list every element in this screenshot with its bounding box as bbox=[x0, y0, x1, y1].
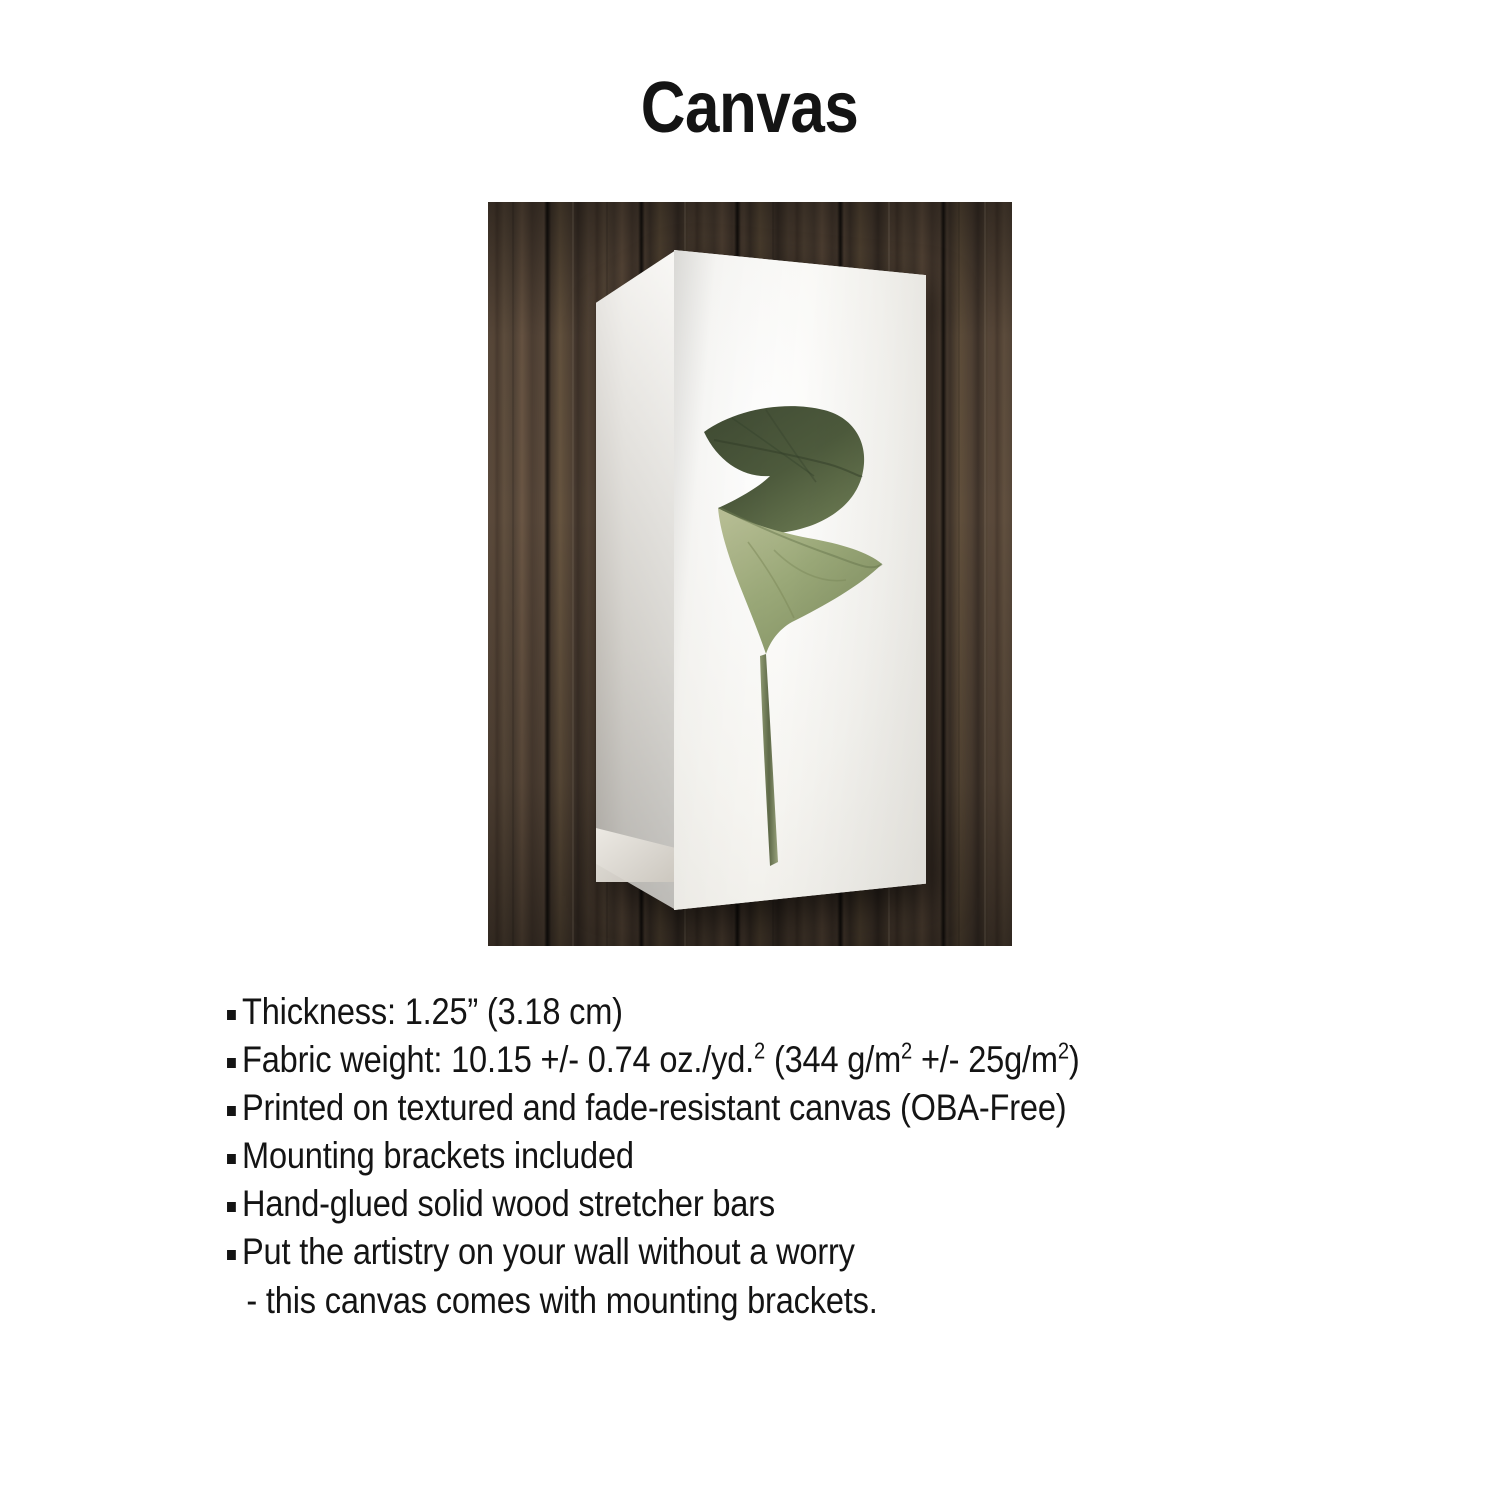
spec-text: Printed on textured and fade-resistant canvas (OBA-Free) bbox=[242, 1087, 1067, 1129]
spec-superscript: 2 bbox=[754, 1037, 766, 1064]
spec-text: Fabric weight: 10.15 +/- 0.74 oz./yd. bbox=[242, 1039, 755, 1081]
canvas-lighting-overlay bbox=[674, 250, 926, 910]
spec-superscript: 2 bbox=[1057, 1037, 1069, 1064]
spec-text: Thickness: 1.25” (3.18 cm) bbox=[242, 991, 623, 1032]
page-title: Canvas bbox=[641, 68, 859, 148]
spec-list-item bbox=[220, 1132, 1280, 1180]
bullet-icon bbox=[227, 1010, 236, 1020]
spec-list-item bbox=[220, 1228, 1280, 1324]
plank-seam bbox=[544, 202, 551, 946]
spec-text: ) bbox=[1068, 1039, 1080, 1081]
bullet-icon bbox=[227, 1250, 236, 1260]
spec-text: Put the artistry on your wall without a worry bbox=[242, 1231, 855, 1273]
spec-superscript: 2 bbox=[901, 1037, 913, 1064]
canvas-front-face bbox=[674, 250, 926, 910]
bullet-icon bbox=[227, 1202, 236, 1212]
wood-grain bbox=[984, 202, 986, 946]
wood-grain bbox=[512, 202, 514, 946]
canvas-side-edge bbox=[596, 250, 676, 910]
spec-text: Hand-glued solid wood stretcher bars bbox=[242, 1183, 776, 1225]
spec-list-item bbox=[220, 1084, 1280, 1132]
wood-grain bbox=[958, 202, 960, 946]
product-photo bbox=[488, 202, 1012, 946]
bullet-icon bbox=[227, 1154, 236, 1164]
spec-list bbox=[220, 988, 1280, 1325]
spec-text: (344 g/m bbox=[765, 1039, 902, 1081]
spec-text: +/- 25g/m bbox=[912, 1039, 1058, 1081]
bullet-icon bbox=[227, 1106, 236, 1116]
spec-text-continuation: - this canvas comes with mounting brackets. bbox=[246, 1279, 878, 1321]
spec-list-item bbox=[220, 1180, 1280, 1228]
canvas-print bbox=[596, 250, 926, 910]
plank-seam bbox=[940, 202, 947, 946]
spec-list-item bbox=[220, 988, 1280, 1036]
spec-text: Mounting brackets included bbox=[242, 1135, 634, 1177]
bullet-icon bbox=[227, 1058, 236, 1068]
product-image bbox=[488, 202, 1012, 946]
spec-list-item bbox=[220, 1036, 1280, 1084]
wood-grain bbox=[572, 202, 574, 946]
